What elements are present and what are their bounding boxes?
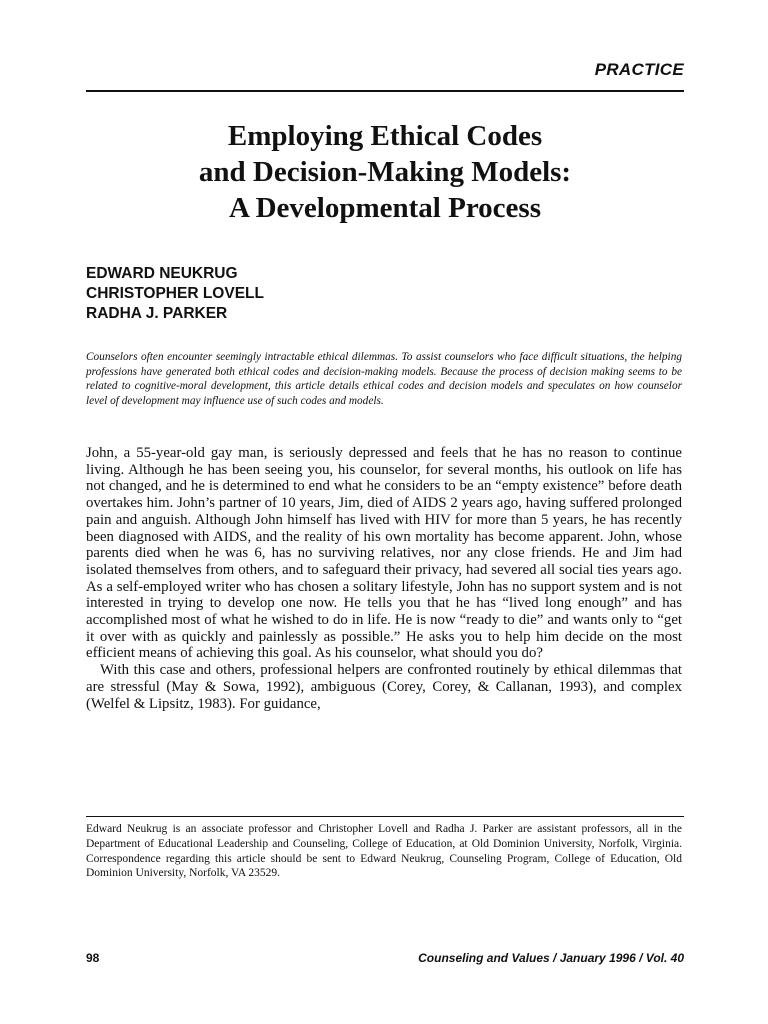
title-line: and Decision-Making Models: bbox=[198, 156, 572, 188]
page-number: 98 bbox=[86, 951, 100, 965]
author-name: RADHA J. PARKER bbox=[86, 305, 228, 322]
header-rule bbox=[86, 90, 684, 92]
author-footnote: Edward Neukrug is an associate professor and Christopher Lovell and Radha J. Parker are assistant professors, all in the Department of Educational Leadership and Counseling, College of Education, at Old Dominion University, Norfolk, Virginia. Correspondence regarding this article should be sent to Edward Neukrug, Counseling Program, College of Education, Old Dominion University, Norfolk, VA 23529. bbox=[86, 823, 682, 880]
author-name: CHRISTOPHER LOVELL bbox=[86, 285, 264, 302]
title-line: Employing Ethical Codes bbox=[227, 120, 543, 152]
abstract: Counselors often encounter seemingly intractable ethical dilemmas. To assist counselors who face difficult situations, the helping professions have generated both ethical codes and decision-making models. Because the process of decision making seems to be related to cognitive-moral development, this article details ethical codes and decision models and speculates on how counselor level of development may influence use of such codes and models. bbox=[86, 351, 682, 407]
author-list bbox=[86, 264, 264, 324]
article-title bbox=[86, 118, 684, 226]
author-name: EDWARD NEUKRUG bbox=[86, 265, 238, 282]
article-body bbox=[86, 445, 682, 712]
body-paragraph: With this case and others, professional helpers are confronted routinely by ethical dilemmas that are stressful (May & Sowa, 1992), ambiguous (Corey, Corey, & Callanan, 1993), and complex (Welfel & Lipsitz, 1983). For guidance, bbox=[86, 662, 682, 712]
section-label: PRACTICE bbox=[594, 60, 684, 79]
title-line: A Developmental Process bbox=[229, 192, 541, 224]
journal-citation: Counseling and Values / January 1996 / Vol. 40 bbox=[418, 951, 684, 965]
body-paragraph: John, a 55-year-old gay man, is seriously depressed and feels that he has no reason to continue living. Although he has been seeing you, his counselor, for several months, his outlook on life has not changed, and he is determined to end what he considers to be an “empty existence” before death overtakes him. John’s partner of 10 years, Jim, died of AIDS 2 years ago, having suffered prolonged pain and anguish. Although John himself has lived with HIV for more than 5 years, he has recently been diagnosed with AIDS, and the reality of his own mortality has become apparent. John, whose parents died when he was 6, has no surviving relatives, nor any close friends. He and Jim had isolated themselves from others, and to safeguard their privacy, had severed all social ties years ago. As a self-employed writer who has chosen a solitary lifestyle, John has no support system and is not interested in trying to develop one now. He tells you that he has “lived long enough” and has accomplished most of what he wished to do in life. He is now “ready to die” and wants only to “get it over with as quickly and painlessly as possible.” He asks you to help him decide on the most efficient means of achieving this goal. As his counselor, what should you do? bbox=[86, 445, 682, 662]
footnote-rule bbox=[86, 816, 684, 817]
